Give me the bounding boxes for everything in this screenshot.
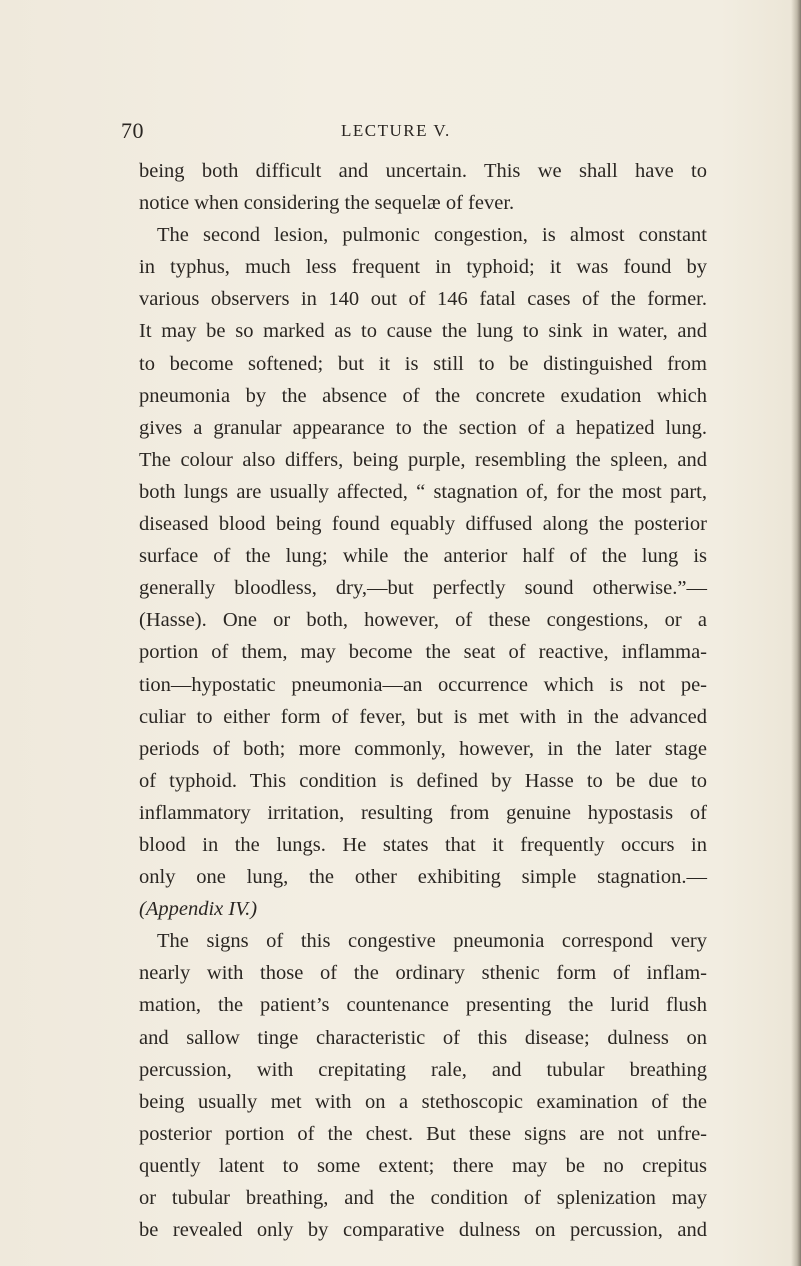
text-line: periods of both; more commonly, however, in the later stage <box>139 737 707 760</box>
text-line: be revealed only by comparative dulness on percussion, and <box>139 1219 707 1242</box>
text-line: culiar to either form of fever, but is met with in the advanced <box>139 705 707 728</box>
text-line: only one lung, the other exhibiting simple stagnation.— <box>139 866 707 889</box>
text-line: being both difficult and uncertain. This we shall have to <box>139 160 707 182</box>
text-line: in typhus, much less frequent in typhoid; it was found by <box>139 256 707 279</box>
text-line: notice when considering the sequelæ of fever. <box>139 192 515 215</box>
text-line: pneumonia by the absence of the concrete exudation which <box>139 384 707 407</box>
text-line: nearly with those of the ordinary sthenic form of inflam- <box>139 962 707 985</box>
text-line: diseased blood being found equably diffused along the posterior <box>139 513 707 536</box>
text-line: gives a granular appearance to the section of a hepatized lung. <box>139 416 707 439</box>
page-number: 70 <box>121 118 144 143</box>
text-line: and sallow tinge characteristic of this disease; dulness on <box>139 1026 707 1049</box>
text-line: surface of the lung; while the anterior half of the lung is <box>139 545 707 568</box>
page-edge-shadow <box>791 0 801 1266</box>
text-line: The second lesion, pulmonic congestion, is almost constant <box>157 224 707 247</box>
paragraph-continuation <box>139 155 707 219</box>
text-line: The colour also differs, being purple, resembling the spleen, and <box>139 448 707 471</box>
text-line: generally bloodless, dry,—but perfectly sound otherwise.”— <box>139 577 707 600</box>
text-line: (Hasse). One or both, however, of these congestions, or a <box>139 609 707 632</box>
running-head: LECTURE V. <box>341 121 451 140</box>
page-header <box>121 118 711 148</box>
text-line: inflammatory irritation, resulting from genuine hypostasis of <box>139 801 707 824</box>
text-line: tion—hypostatic pneumonia—an occurrence which is not pe- <box>139 673 707 696</box>
text-line: various observers in 140 out of 146 fatal cases of the former. <box>139 288 707 311</box>
text-line: being usually met with on a stethoscopic examination of the <box>139 1090 707 1113</box>
text-line-appendix-ref: (Appendix IV.) <box>139 898 258 921</box>
paragraph-signs <box>139 925 707 1246</box>
body-text <box>139 155 707 1246</box>
text-line: blood in the lungs. He states that it frequently occurs in <box>139 833 707 856</box>
text-line: or tubular breathing, and the condition of splenization may <box>139 1187 707 1209</box>
text-line: It may be so marked as to cause the lung to sink in water, and <box>139 320 707 343</box>
text-line: posterior portion of the chest. But these signs are not unfre- <box>139 1122 707 1145</box>
text-line: both lungs are usually affected, “ stagnation of, for the most part, <box>139 480 707 503</box>
paragraph-pulmonic-congestion <box>139 219 707 925</box>
text-line: portion of them, may become the seat of reactive, inflamma- <box>139 641 707 664</box>
text-line: percussion, with crepitating rale, and tubular breathing <box>139 1058 707 1081</box>
text-line: of typhoid. This condition is defined by Hasse to be due to <box>139 769 707 792</box>
text-line: The signs of this congestive pneumonia correspond very <box>157 930 707 953</box>
text-line: to become softened; but it is still to be distinguished from <box>139 352 707 375</box>
text-line: mation, the patient’s countenance presenting the lurid flush <box>139 994 707 1017</box>
text-line: quently latent to some extent; there may be no crepitus <box>139 1154 707 1177</box>
